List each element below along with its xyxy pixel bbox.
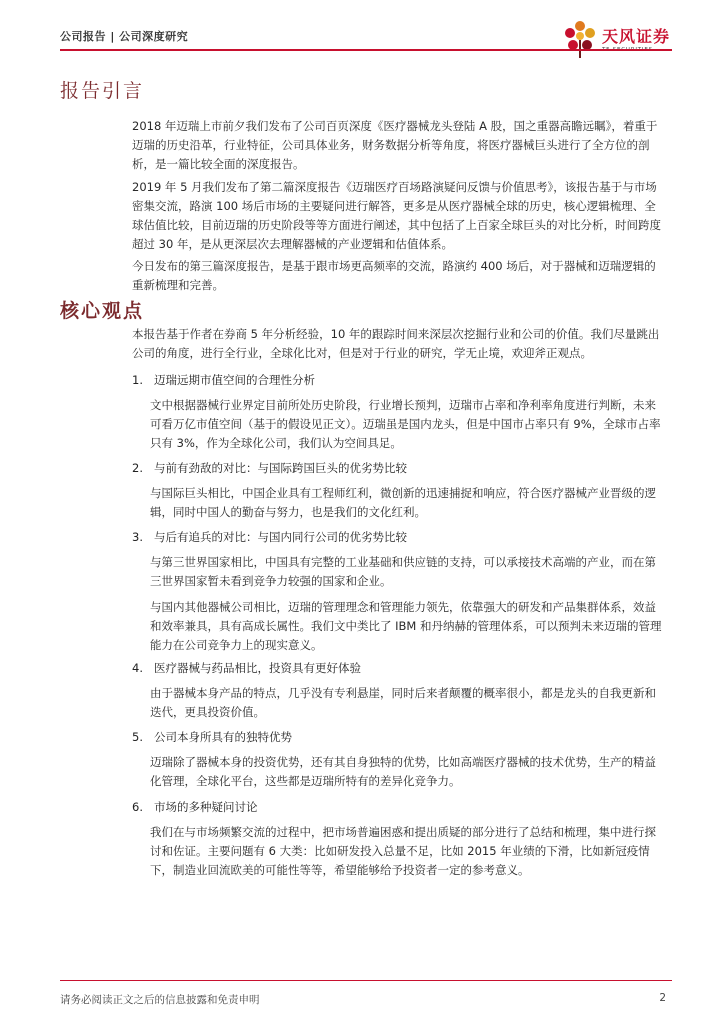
item-paragraph: 迈瑞除了器械本身的投资优势，还有其自身独特的优势，比如高端医疗器械的技术优势，生产的精益化管理，全球化平台，这些都是迈瑞所特有的差异化竞争力。 bbox=[150, 755, 656, 788]
item-number: 4. bbox=[132, 661, 143, 675]
report-category: 公司报告 | 公司深度研究 bbox=[60, 30, 189, 43]
item-title: 与后有追兵的对比：与国内同行公司的优劣势比较 bbox=[154, 530, 407, 544]
item-number: 1. bbox=[132, 373, 143, 387]
item-title: 市场的多种疑问讨论 bbox=[154, 800, 258, 814]
item-paragraph: 文中根据器械行业界定目前所处历史阶段，行业增长预判，迈瑞市占率和净利率角度进行判断，未来可看万亿市值空间（基于的假设见正文）。迈瑞虽是国内龙头，但是中国市占率只有 9%，全球市占率只有 3%，作为全球化公司，我们认为空间具足。 bbox=[150, 398, 661, 450]
item-title: 医疗器械与药品相比，投资具有更好体验 bbox=[154, 661, 361, 675]
core-item-heading bbox=[132, 460, 407, 476]
item-title: 与前有劲敌的对比：与国际跨国巨头的优劣势比较 bbox=[154, 461, 407, 475]
item-paragraph: 我们在与市场频繁交流的过程中，把市场普遍困惑和提出质疑的部分进行了总结和梳理，集中进行探讨和佐证。主要问题有 6 大类：比如研发投入总量不足，比如 2015 年业绩的下滑，比如新冠疫情下，制造业回流欧美的可能性等等，希望能够给予投资者一定的参考意义。 bbox=[150, 825, 656, 877]
flower-logo-icon bbox=[560, 18, 600, 60]
item-paragraph: 与国内其他器械公司相比，迈瑞的管理理念和管理能力领先，依靠强大的研发和产品集群体系，效益和效率兼具，具有高成长属性。我们文中类比了 IBM 和丹纳赫的管理体系，可以预判未来迈瑞的管理能力在公司竞争力上的现实意义。 bbox=[150, 600, 662, 652]
core-item-heading bbox=[132, 529, 407, 545]
page-number: 2 bbox=[659, 992, 666, 1004]
logo-text-cn: 天风证券 bbox=[602, 27, 671, 46]
item-number: 5. bbox=[132, 730, 143, 744]
intro-paragraph-3: 今日发布的第三篇深度报告，是基于跟市场更高频率的交流，路演约 400 场后，对于器械和迈瑞逻辑的重新梳理和完善。 bbox=[132, 259, 656, 292]
core-item-heading bbox=[132, 729, 292, 745]
intro-paragraph-2: 2019 年 5 月我们发布了第二篇深度报告《迈瑞医疗百场路演疑问反馈与价值思考》，该报告基于与市场密集交流，路演 100 场后市场的主要疑问进行解答，更多是从医疗器械全球的历史，核心逻辑梳理、全球估值比较，目前迈瑞的历史阶段等等方面进行阐述，其中包括了上百家全球巨头的对比分析，时间跨度超过 30 年，是从更深层次去理解器械的产业逻辑和估值体系。 bbox=[132, 180, 661, 251]
item-number: 6. bbox=[132, 800, 143, 814]
item-title: 公司本身所具有的独特优势 bbox=[154, 730, 292, 744]
item-paragraph: 与国际巨头相比，中国企业具有工程师红利，微创新的迅速捕捉和响应，符合医疗器械产业晋级的逻辑，同时中国人的勤奋与努力，也是我们的文化红利。 bbox=[150, 486, 656, 519]
section-title-intro: 报告引言 bbox=[60, 80, 145, 102]
item-paragraph: 与第三世界国家相比，中国具有完整的工业基础和供应链的支持，可以承接技术高端的产业，而在第三世界国家暂未看到竞争力较强的国家和企业。 bbox=[150, 555, 656, 588]
core-item-heading bbox=[132, 799, 258, 815]
intro-paragraph-1: 2018 年迈瑞上市前夕我们发布了公司百页深度《医疗器械龙头登陆 A 股，国之重器高瞻远瞩》，着重于迈瑞的历史沿革，行业特征，公司具体业务，财务数据分析等角度，将医疗器械巨头进行了全方位的剖析，是一篇比较全面的深度报告。 bbox=[132, 119, 658, 171]
header-divider bbox=[60, 49, 672, 51]
core-item-heading bbox=[132, 372, 315, 388]
core-intro-paragraph: 本报告基于作者在券商 5 年分析经验，10 年的跟踪时间来深层次挖掘行业和公司的价值。我们尽量跳出公司的角度，进行全行业，全球化比对，但是对于行业的研究，学无止境，欢迎斧正观点。 bbox=[132, 327, 660, 360]
company-logo bbox=[560, 18, 670, 62]
section-title-core: 核心观点 bbox=[60, 300, 145, 322]
item-title: 迈瑞远期市值空间的合理性分析 bbox=[154, 373, 315, 387]
item-number: 2. bbox=[132, 461, 143, 475]
footer-divider bbox=[60, 980, 672, 981]
footer-disclaimer: 请务必阅读正文之后的信息披露和免责申明 bbox=[60, 994, 260, 1006]
item-paragraph: 由于器械本身产品的特点，几乎没有专利悬崖，同时后来者颠覆的概率很小，都是龙头的自我更新和迭代，更具投资价值。 bbox=[150, 686, 656, 719]
item-number: 3. bbox=[132, 530, 143, 544]
core-item-heading bbox=[132, 660, 361, 676]
